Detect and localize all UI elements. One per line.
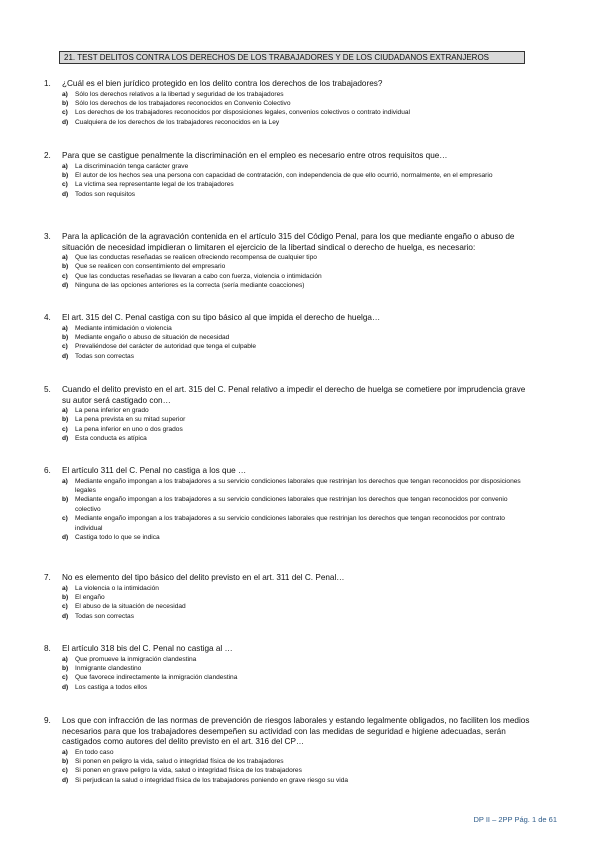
option-letter: c) (62, 181, 68, 189)
option-text: La discriminación tenga carácter grave (75, 162, 189, 170)
question-number: 1. (44, 79, 51, 88)
option-text: Si ponen en grave peligro la vida, salud o integridad física de los trabajadores (75, 767, 302, 775)
option-letter: c) (62, 425, 68, 433)
option-letter: d) (62, 776, 69, 784)
option-letter: c) (62, 109, 68, 117)
option-letter: b) (62, 416, 69, 424)
option-text: Todos son requisitos (75, 190, 136, 198)
option-text: Si ponen en peligro la vida, salud o integridad física de los trabajadores (75, 757, 284, 765)
question-7 (44, 573, 534, 621)
answer-option (62, 180, 534, 189)
answer-option (62, 683, 534, 692)
answer-option (62, 415, 534, 424)
question-6 (44, 466, 534, 542)
question-text: Para la aplicación de la agravación contenida en el artículo 315 del Código Penal, para los que mediante engaño o abuso de situación de necesidad impidieran o limitaren el ejercicio de la libertad sindical o derecho de huelga, es necesario: (62, 232, 515, 252)
option-text: Inmigrante clandestino (75, 664, 142, 672)
answer-option (62, 593, 534, 602)
option-text: Castiga todo lo que se indica (75, 533, 160, 541)
answer-option (62, 99, 534, 108)
question-4 (44, 313, 534, 361)
option-text: Que las conductas reseñadas se llevaran a cabo con fuerza, violencia o intimidación (75, 272, 322, 280)
answer-option (62, 757, 534, 766)
option-letter: a) (62, 748, 68, 756)
option-letter: d) (62, 533, 69, 541)
answer-option (62, 477, 534, 496)
option-letter: b) (62, 496, 69, 504)
option-letter: c) (62, 767, 68, 775)
option-text: El abuso de la situación de necesidad (75, 603, 186, 611)
option-text: La violencia o la intimidación (75, 584, 159, 592)
option-letter: c) (62, 515, 68, 523)
question-text: El artículo 311 del C. Penal no castiga a los que … (62, 466, 247, 475)
answer-option (62, 612, 534, 621)
option-letter: d) (62, 435, 69, 443)
option-text: El engaño (75, 593, 105, 601)
answer-option (62, 748, 534, 757)
option-letter: b) (62, 333, 69, 341)
option-letter: c) (62, 674, 68, 682)
answer-option (62, 253, 534, 262)
answer-option (62, 333, 534, 342)
question-5 (44, 385, 534, 444)
question-number: 5. (44, 385, 51, 394)
answer-option (62, 406, 534, 415)
answer-option (62, 533, 534, 542)
option-letter: a) (62, 254, 68, 261)
option-letter: d) (62, 282, 69, 290)
question-text: No es elemento del tipo básico del delito previsto en el art. 311 del C. Penal… (62, 573, 345, 582)
option-text: Ninguna de las opciones anteriores es la correcta (sería mediante coacciones) (75, 282, 305, 290)
option-letter: b) (62, 171, 69, 179)
question-text: Para que se castigue penalmente la discriminación en el empleo es necesario entre otros requisitos que… (62, 151, 448, 160)
option-text: Esta conducta es atípica (75, 435, 147, 443)
answer-option (62, 434, 534, 443)
option-text: Si perjudican la salud o integridad física de los trabajadores poniendo en grave riesgo su vida (75, 776, 349, 784)
option-text: Mediante intimidación o violencia (75, 324, 172, 332)
option-letter: d) (62, 190, 69, 198)
page-footer: DP II – 2PP Pág. 1 de 61 (473, 815, 557, 824)
option-text: Que las conductas reseñadas se realicen ofreciendo recompensa de cualquier tipo (75, 254, 317, 261)
option-letter: d) (62, 612, 69, 620)
option-text: Sólo los derechos relativos a la libertad y seguridad de los trabajadores (75, 90, 284, 98)
option-letter: b) (62, 99, 69, 107)
answer-option (62, 118, 534, 127)
option-text: Mediante engaño impongan a los trabajadores a su servicio condiciones laborales que restrinjan los derechos que tengan reconocidos por convenio colectivo (75, 496, 508, 513)
option-text: Que favorece indirectamente la inmigración clandestina (75, 674, 238, 682)
option-text: Los castiga a todos ellos (75, 683, 148, 691)
answer-option (62, 673, 534, 682)
option-text: Prevaliéndose del carácter de autoridad que tenga el culpable (75, 343, 257, 351)
question-text: Cuando el delito previsto en el art. 315 del C. Penal relativo a impedir el derecho de huelga se cometiere por imprudencia grave su autor será castigado con… (62, 385, 526, 405)
question-3 (44, 232, 534, 291)
option-letter: d) (62, 683, 69, 691)
option-letter: d) (62, 352, 69, 360)
option-text: Que promueve la inmigración clandestina (75, 655, 197, 663)
answer-option (62, 514, 534, 533)
option-letter: c) (62, 343, 68, 351)
option-letter: b) (62, 757, 69, 765)
answer-option (62, 262, 534, 271)
option-letter: b) (62, 593, 69, 601)
answer-option (62, 108, 534, 117)
question-8 (44, 644, 534, 692)
page-title: 21. TEST DELITOS CONTRA LOS DERECHOS DE LOS TRABAJADORES Y DE LOS CIUDADANOS EXTRANJEROS (59, 51, 525, 64)
question-number: 6. (44, 466, 51, 475)
question-number: 8. (44, 644, 51, 653)
option-letter: a) (62, 90, 68, 98)
option-letter: c) (62, 272, 68, 280)
answer-option (62, 602, 534, 611)
question-text: El art. 315 del C. Penal castiga con su tipo básico al que impida el derecho de huelga… (62, 313, 381, 322)
option-text: Sólo los derechos de los trabajadores reconocidos en Convenio Colectivo (75, 99, 291, 107)
question-number: 3. (44, 232, 51, 241)
option-letter: a) (62, 407, 68, 414)
option-text: Mediante engaño impongan a los trabajadores a su servicio condiciones laborales que restrinjan los derechos que tengan reconocidos por contrato individual (75, 515, 505, 532)
question-number: 2. (44, 151, 51, 160)
answer-option (62, 664, 534, 673)
answer-option (62, 272, 534, 281)
question-number: 4. (44, 313, 51, 322)
option-text: Los derechos de los trabajadores reconocidos por disposiciones legales, convenios colectivos o contrato individual (75, 109, 411, 117)
answer-option (62, 90, 534, 99)
option-text: La pena inferior en uno o dos grados (75, 425, 183, 433)
option-letter: b) (62, 263, 69, 271)
option-letter: b) (62, 664, 69, 672)
answer-option (62, 171, 534, 180)
question-text: Los que con infracción de las normas de prevención de riesgos laborales y estando legalmente obligados, no faciliten los medios necesarios para que los trabajadores desempeñen su actividad con las medidas de seguridad e higiene adecuadas, serán castigados como autores del delito previsto en el art. 316 del CP… (62, 716, 530, 746)
answer-option (62, 324, 534, 333)
answer-option (62, 776, 534, 785)
question-text: ¿Cuál es el bien jurídico protegido en los delito contra los derechos de los trabajadores? (62, 79, 383, 88)
option-letter: a) (62, 162, 68, 170)
option-text: El autor de los hechos sea una persona con capacidad de contratación, con independencia de que ello ocurrió, normalmente, en el empresario (75, 171, 493, 179)
answer-option (62, 425, 534, 434)
option-text: Mediante engaño impongan a los trabajadores a su servicio condiciones laborales que restrinjan los derechos que tengan reconocidos por disposiciones legales (75, 477, 521, 494)
option-text: La víctima sea representante legal de los trabajadores (75, 181, 234, 189)
option-letter: a) (62, 655, 68, 663)
option-text: Mediante engaño o abuso de situación de necesidad (75, 333, 230, 341)
answer-option (62, 162, 534, 171)
option-letter: d) (62, 118, 69, 126)
answer-option (62, 495, 534, 514)
option-text: En todo caso (75, 748, 114, 756)
option-text: Que se realicen con consentimiento del empresario (75, 263, 226, 271)
answer-option (62, 655, 534, 664)
question-1 (44, 79, 534, 127)
option-letter: a) (62, 477, 68, 485)
answer-option (62, 766, 534, 775)
option-text: Cualquiera de los derechos de los trabajadores reconocidos en la Ley (75, 118, 280, 126)
option-text: La pena inferior en grado (75, 407, 149, 414)
option-text: La pena prevista en su mitad superior (75, 416, 186, 424)
question-number: 9. (44, 716, 51, 725)
answer-option (62, 281, 534, 290)
answer-option (62, 342, 534, 351)
option-letter: c) (62, 603, 68, 611)
answer-option (62, 352, 534, 361)
option-letter: a) (62, 584, 68, 592)
answer-option (62, 584, 534, 593)
question-text: El artículo 318 bis del C. Penal no castiga al … (62, 644, 233, 653)
question-number: 7. (44, 573, 51, 582)
option-letter: a) (62, 324, 68, 332)
question-2 (44, 151, 534, 199)
option-text: Todas son correctas (75, 612, 135, 620)
question-9 (44, 716, 534, 785)
answer-option (62, 190, 534, 199)
option-text: Todas son correctas (75, 352, 135, 360)
